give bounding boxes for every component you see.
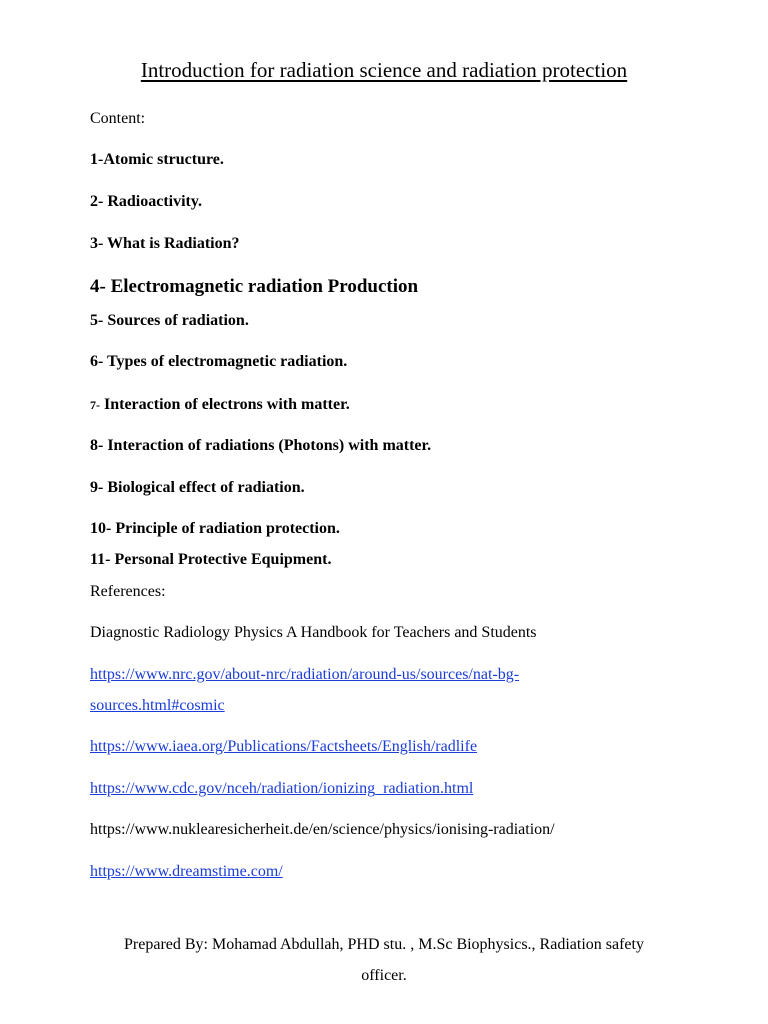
content-label: Content: — [90, 110, 146, 127]
reference-iaea — [90, 738, 477, 756]
content-item-8: 8- Interaction of radiations (Photons) with matter. — [90, 437, 432, 454]
content-item-11: 11- Personal Protective Equipment. — [90, 551, 332, 568]
content-item-6: 6- Types of electromagnetic radiation. — [90, 353, 348, 370]
content-item-3: 3- What is Radiation? — [90, 235, 240, 252]
reference-nuklearesicherheit: https://www.nuklearesicherheit.de/en/science/physics/ionising-radiation/ — [90, 821, 555, 838]
content-item-2: 2- Radioactivity. — [90, 193, 202, 210]
reference-link-nrc[interactable]: https://www.nrc.gov/about-nrc/radiation/around-us/sources/nat-bg- — [90, 666, 520, 683]
content-item-9: 9- Biological effect of radiation. — [90, 479, 305, 496]
reference-cdc — [90, 780, 473, 798]
document-title: Introduction for radiation science and radiation protection — [140, 58, 628, 82]
references-label: References: — [90, 583, 166, 600]
content-item-4: 4- Electromagnetic radiation Production — [90, 276, 419, 297]
footer-author-line2: officer. — [361, 967, 407, 984]
reference-link-cdc[interactable]: https://www.cdc.gov/nceh/radiation/ionizing_radiation.html — [90, 780, 474, 797]
content-item-7-text: Interaction of electrons with matter. — [100, 396, 350, 413]
reference-book: Diagnostic Radiology Physics A Handbook for Teachers and Students — [90, 624, 537, 641]
content-item-10: 10- Principle of radiation protection. — [90, 520, 340, 537]
reference-dreamstime — [90, 863, 283, 881]
reference-nrc-line1 — [90, 666, 519, 684]
reference-link-dreamstime[interactable]: https://www.dreamstime.com/ — [90, 863, 283, 880]
content-item-5: 5- Sources of radiation. — [90, 312, 249, 329]
footer-author-line1: Prepared By: Mohamad Abdullah, PHD stu. , M.Sc Biophysics., Radiation safety — [124, 936, 644, 953]
content-item-7-number: 7- — [90, 398, 100, 412]
reference-link-iaea[interactable]: https://www.iaea.org/Publications/Factsheets/English/radlife — [90, 738, 478, 755]
content-item-1: 1-Atomic structure. — [90, 151, 224, 168]
reference-nrc-line2 — [90, 697, 225, 715]
content-item-7 — [90, 396, 350, 414]
reference-link-nrc-continued[interactable]: sources.html#cosmic — [90, 697, 225, 714]
